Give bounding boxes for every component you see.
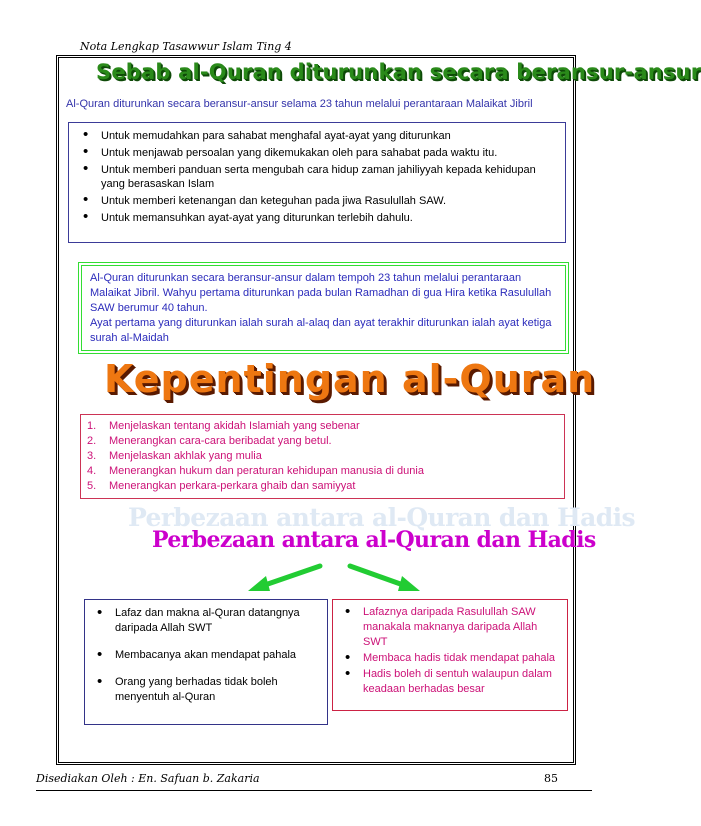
importance-box — [80, 414, 565, 499]
list-item: 5. Menerangkan perkara-perkara ghaib dan samiyyat — [87, 480, 356, 492]
kepentingan-title: Kepentingan al-Quran — [104, 357, 596, 401]
bullet-icon: • — [345, 603, 351, 620]
hadis-points-box — [332, 599, 568, 711]
importance-list — [87, 419, 558, 494]
summary-para-1: Al-Quran diturunkan secara beransur-ansur dalam tempoh 23 tahun melalui perantaraan Malaikat Jibril. Wahyu pertama diturunkan pada bulan Ramadhan di gua Hira ketika Rasulullah SAW berumur 40 tahun. — [90, 272, 552, 314]
list-item: • Lafaznya daripada Rasulullah SAW manakala maknanya daripada Allah SWT — [345, 603, 538, 648]
bullet-icon: • — [97, 673, 103, 690]
list-item: 2. Menerangkan cara-cara beribadat yang betul. — [87, 435, 332, 447]
arrow-left-icon — [248, 566, 320, 591]
quran-points-list — [93, 606, 319, 705]
reasons-box — [68, 122, 566, 243]
header-note: Nota Lengkap Tasawwur Islam Ting 4 — [80, 40, 292, 53]
list-item: 4. Menerangkan hukum dan peraturan kehidupan manusia di dunia — [87, 465, 424, 477]
page-number: 85 — [544, 772, 558, 785]
list-item: 3. Menjelaskan akhlak yang mulia — [87, 450, 262, 462]
bullet-icon: • — [345, 649, 351, 666]
list-item: • Orang yang berhadas tidak boleh menyentuh al-Quran — [97, 673, 278, 703]
perbezaan-title: Perbezaan antara al-Quran dan Hadis — [152, 527, 596, 553]
bullet-icon: • — [97, 604, 103, 621]
footer-prepared-by: Disediakan Oleh : En. Safuan b. Zakaria — [36, 772, 260, 785]
perbezaan-ghost-title: Perbezaan antara al-Quran dan Hadis — [128, 503, 635, 532]
sebab-intro: Al-Quran diturunkan secara beransur-ansur selama 23 tahun melalui perantaraan Malaikat Jibril — [66, 98, 533, 110]
summary-box — [78, 262, 569, 354]
list-item: • Membacanya akan mendapat pahala — [97, 646, 297, 663]
quran-points-box — [84, 599, 328, 725]
footer-divider — [36, 790, 592, 791]
sebab-title: Sebab al-Quran diturunkan secara beransur-ansur — [96, 60, 701, 84]
summary-para-2: Ayat pertama yang diturunkan ialah surah al-alaq dan ayat terakhir diturunkan ialah ayat ketiga surah al-Maidah — [90, 317, 552, 344]
list-item: • Untuk memudahkan para sahabat menghafal ayat-ayat yang diturunkan — [83, 126, 451, 143]
comparison-arrows — [236, 558, 436, 598]
list-item: • Hadis boleh di sentuh walaupun dalam keadaan berhadas besar — [345, 665, 552, 695]
list-item: • Membaca hadis tidak mendapat pahala — [345, 649, 556, 666]
bullet-icon: • — [83, 208, 89, 225]
list-item: • Untuk memansuhkan ayat-ayat yang diturunkan terlebih dahulu. — [83, 208, 413, 225]
bullet-icon: • — [83, 191, 89, 208]
bullet-icon: • — [83, 143, 89, 160]
reasons-list — [79, 126, 555, 225]
arrow-right-icon — [350, 566, 420, 591]
list-item: • Untuk menjawab persoalan yang dikemukakan oleh para sahabat pada waktu itu. — [83, 143, 498, 160]
hadis-points-list — [341, 605, 559, 697]
bullet-icon: • — [97, 646, 103, 663]
list-item: • Untuk memberi ketenangan dan keteguhan pada jiwa Rasulullah SAW. — [83, 191, 447, 208]
list-item: 1. Menjelaskan tentang akidah Islamiah yang sebenar — [87, 420, 360, 432]
bullet-icon: • — [83, 126, 89, 143]
bullet-icon: • — [345, 665, 351, 682]
bullet-icon: • — [83, 160, 89, 177]
list-item: • Untuk memberi panduan serta mengubah cara hidup zaman jahiliyyah kepada kehidupan yang berasaskan Islam — [83, 160, 536, 190]
list-item: • Lafaz dan makna al-Quran datangnya daripada Allah SWT — [97, 604, 300, 634]
